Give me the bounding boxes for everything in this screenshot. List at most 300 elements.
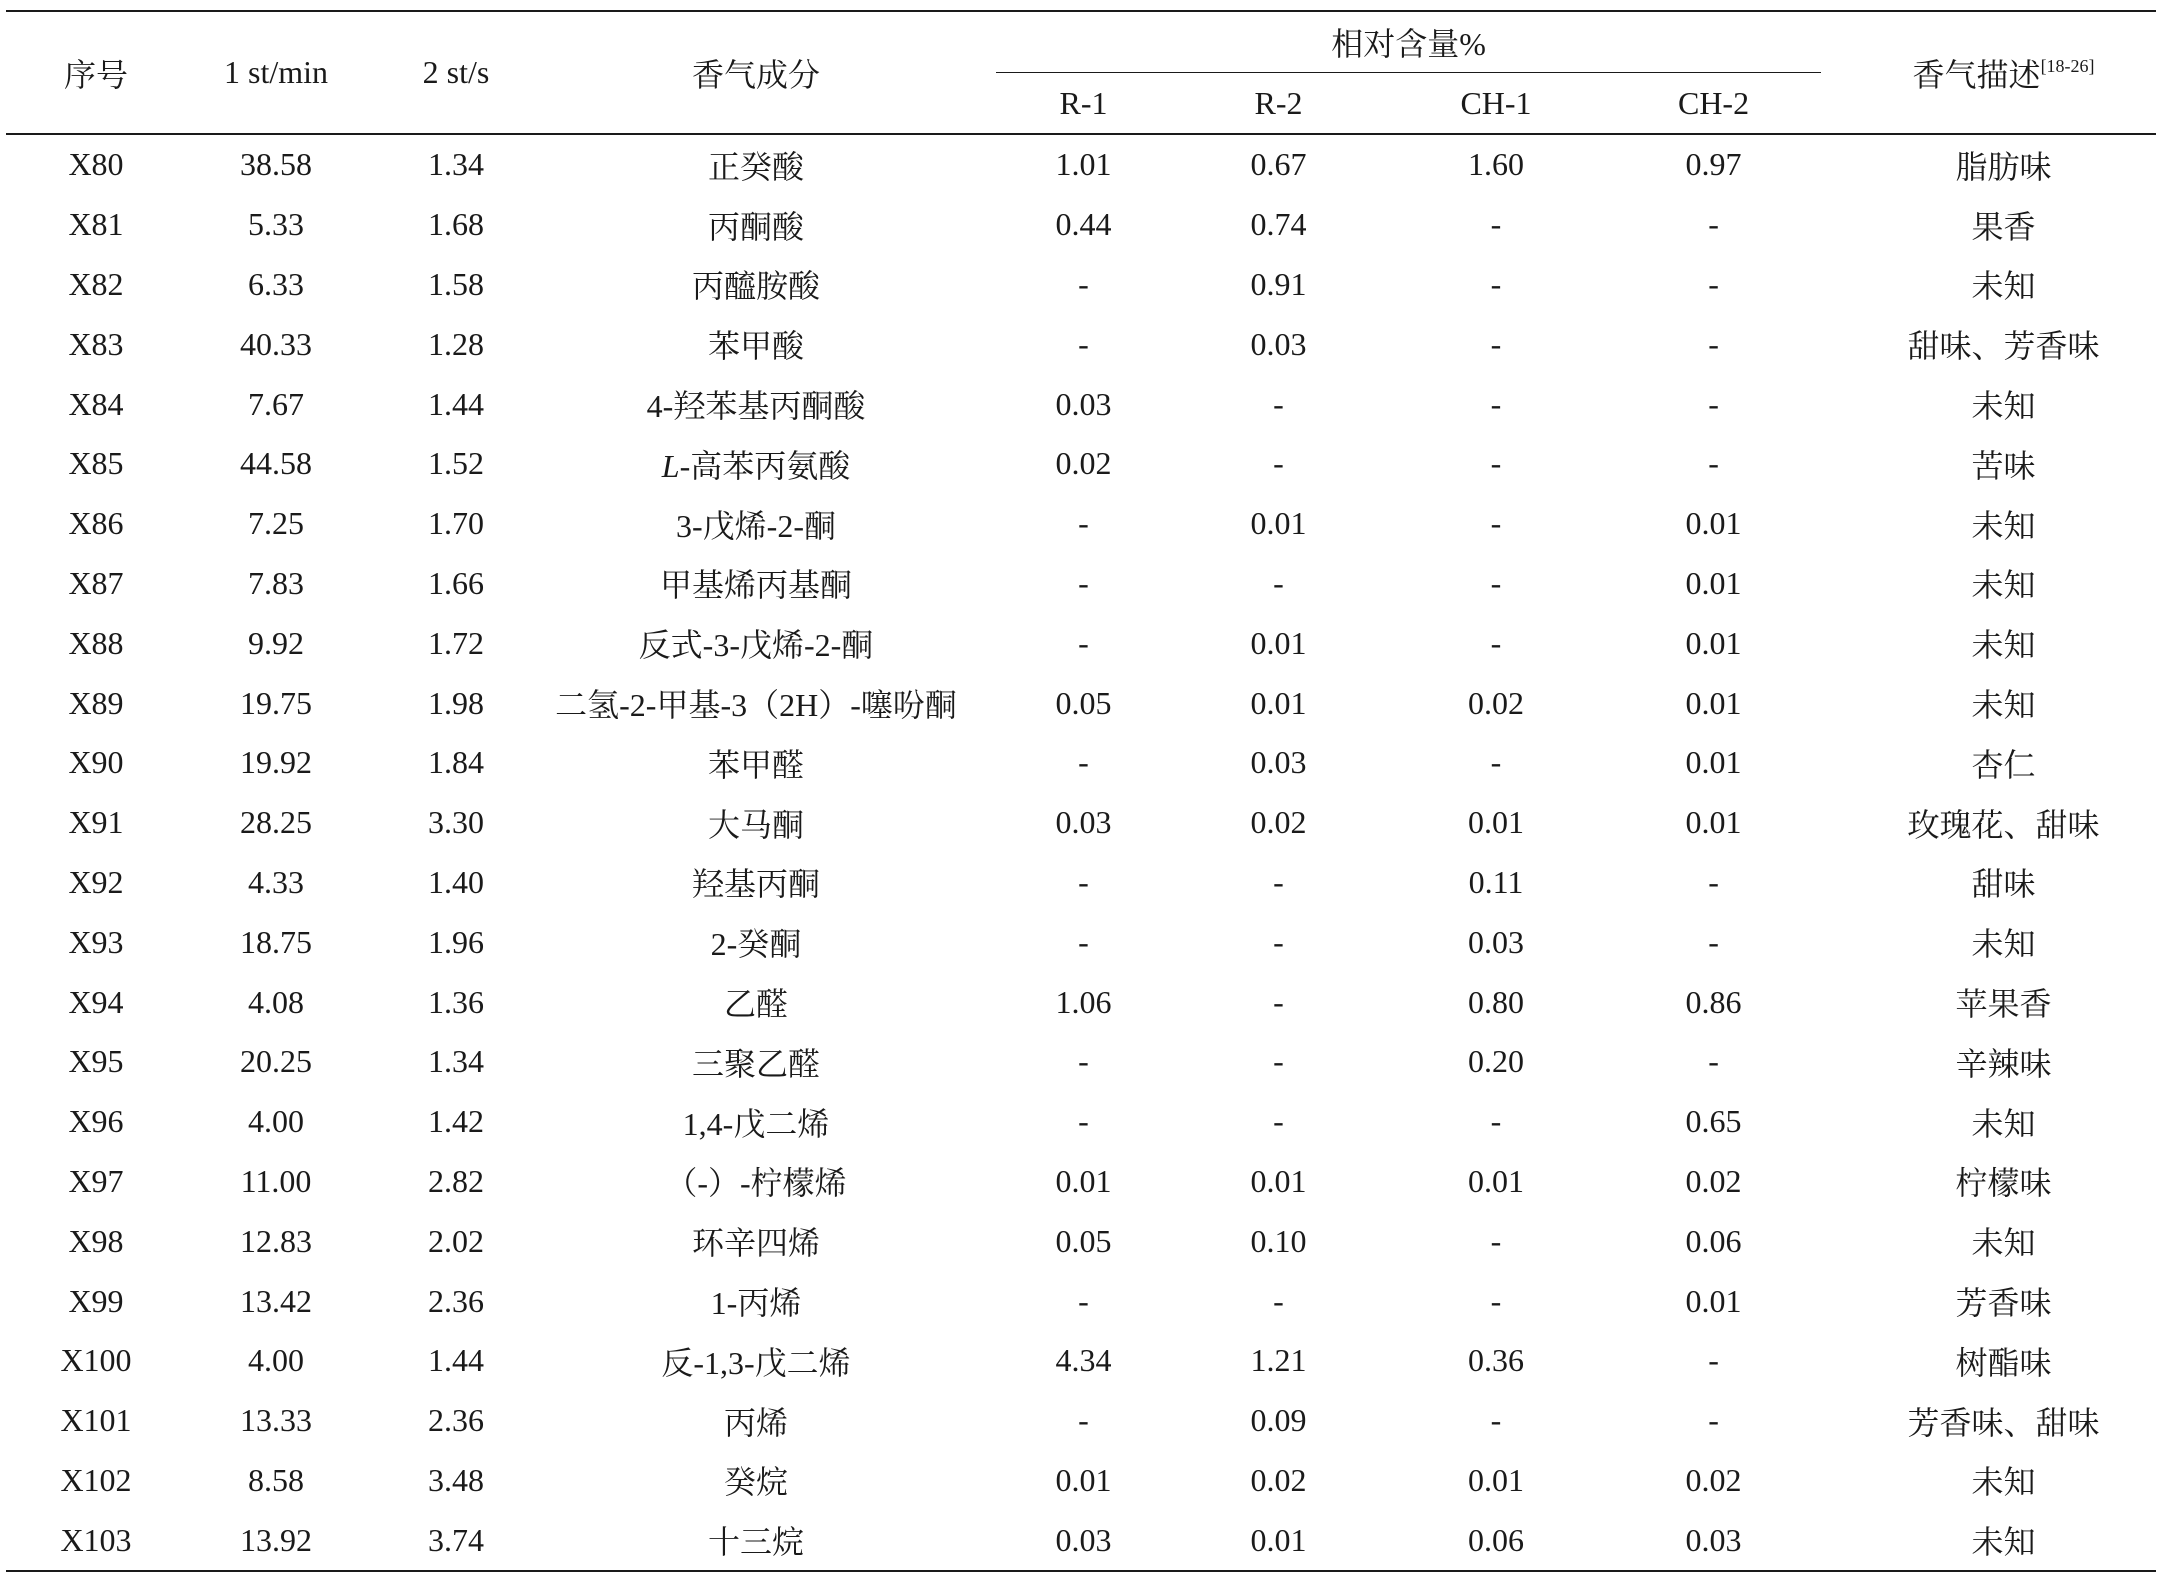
row-ch2-value: -	[1708, 1402, 1719, 1439]
row-first-dim-time: 40.33	[240, 325, 312, 362]
cell-gap	[1821, 793, 1851, 853]
cell-gap	[966, 972, 996, 1032]
row-ch2-value: 0.06	[1685, 1222, 1742, 1259]
cell-gap	[1821, 554, 1851, 614]
row-component-name: 甲基烯丙基酮	[659, 567, 852, 604]
cell-gap	[1821, 1032, 1851, 1092]
row-ch2-value: -	[1708, 445, 1719, 482]
row-ch1-value: 0.03	[1468, 923, 1524, 960]
row-aroma-description: 苦味	[1971, 447, 2036, 484]
cell-gap	[966, 314, 996, 374]
row-first-dim-time: 7.83	[248, 564, 304, 601]
row-index: X80	[68, 146, 124, 183]
table-row	[6, 912, 2156, 972]
row-ch1-value: -	[1490, 445, 1502, 482]
row-ch2-value: 0.01	[1685, 624, 1742, 661]
header-gap-right	[1821, 11, 1851, 73]
table-row	[6, 972, 2156, 1032]
row-r2-value: 0.01	[1250, 624, 1307, 661]
table-row	[6, 195, 2156, 255]
row-index: X97	[68, 1162, 124, 1199]
row-r1-value: 0.44	[1055, 206, 1112, 243]
row-component-name: 三聚乙醛	[691, 1045, 820, 1082]
row-index: X99	[68, 1282, 124, 1319]
row-second-dim-time: 1.70	[428, 505, 484, 542]
cell-gap	[966, 1271, 996, 1331]
cell-gap	[966, 1331, 996, 1391]
header-ch2: CH-2	[1606, 73, 1821, 135]
row-r2-value: -	[1273, 1103, 1284, 1140]
row-ch2-value: -	[1708, 923, 1719, 960]
row-component-name: 1,4-戊二烯	[682, 1105, 830, 1142]
aroma-compounds-table	[6, 10, 2156, 1572]
row-first-dim-time: 4.08	[248, 983, 304, 1020]
row-ch2-value: 0.97	[1685, 146, 1742, 183]
row-r2-value: 0.91	[1250, 265, 1307, 302]
row-aroma-description: 甜味	[1971, 866, 2036, 903]
row-index: X89	[68, 684, 124, 721]
row-component-name: 3-戊烯-2-酮	[676, 507, 836, 544]
row-index: X83	[68, 325, 124, 362]
row-second-dim-time: 1.36	[428, 983, 484, 1020]
cell-gap	[966, 613, 996, 673]
table-row	[6, 1510, 2156, 1571]
row-index: X90	[68, 744, 124, 781]
row-component-name: 环辛四烯	[691, 1225, 820, 1262]
row-component-name	[546, 434, 966, 494]
row-second-dim-time: 1.34	[428, 146, 484, 183]
row-aroma-description: 芳香味	[1955, 1285, 2052, 1322]
table-row	[6, 733, 2156, 793]
row-aroma-description: 甜味、芳香味	[1907, 328, 2100, 365]
header-aroma-component: 香气成分	[546, 11, 966, 134]
row-ch1-value: -	[1490, 325, 1502, 362]
row-index: X94	[68, 983, 124, 1020]
row-index: X101	[60, 1402, 132, 1439]
row-component-name: 4-羟苯基丙酮酸	[646, 388, 866, 425]
table-row	[6, 1271, 2156, 1331]
row-r2-value: -	[1273, 385, 1284, 422]
row-component-name: 二氢-2-甲基-3（2H）-噻吩酮	[555, 687, 957, 724]
row-first-dim-time: 4.33	[248, 863, 304, 900]
cell-gap	[966, 1211, 996, 1271]
row-ch1-value: -	[1490, 744, 1502, 781]
row-r1-value: -	[1078, 624, 1089, 661]
row-aroma-description: 未知	[1971, 926, 2036, 963]
cell-gap	[1821, 134, 1851, 195]
row-index: X96	[68, 1103, 124, 1140]
table-row	[6, 1211, 2156, 1271]
table-row	[6, 554, 2156, 614]
cell-gap	[966, 733, 996, 793]
row-first-dim-time: 11.00	[240, 1162, 312, 1199]
row-ch2-value: -	[1708, 863, 1719, 900]
table-row	[6, 1391, 2156, 1451]
cell-gap	[966, 195, 996, 255]
row-component-name: 大马酮	[707, 806, 804, 843]
row-component-name: 乙醛	[723, 986, 788, 1023]
cell-gap	[966, 1152, 996, 1212]
row-r2-value: -	[1273, 923, 1284, 960]
row-ch1-value: -	[1490, 505, 1502, 542]
row-index: X86	[68, 505, 124, 542]
header-r1: R-1	[996, 73, 1171, 135]
table-row	[6, 1032, 2156, 1092]
row-aroma-description: 未知	[1971, 1225, 2036, 1262]
row-ch1-value: 0.06	[1386, 1510, 1606, 1571]
header-aroma-description-ref: [18-26]	[2040, 55, 2095, 76]
header-aroma-description-label: 香气描述	[1912, 56, 2041, 93]
header-index: 序号	[6, 11, 186, 134]
cell-gap	[1821, 613, 1851, 673]
row-first-dim-time: 13.33	[240, 1402, 312, 1439]
row-first-dim-time: 9.92	[248, 624, 304, 661]
row-ch1-value: -	[1490, 624, 1502, 661]
cell-gap	[1821, 733, 1851, 793]
row-index: X81	[68, 206, 124, 243]
row-r1-value: -	[1078, 325, 1089, 362]
row-ch1-value: 0.01	[1468, 1162, 1524, 1199]
row-index: X85	[68, 445, 124, 482]
table-row	[6, 673, 2156, 733]
cell-gap	[1821, 195, 1851, 255]
row-r1-value: 0.03	[1055, 385, 1112, 422]
row-r2-value: 1.21	[1250, 1342, 1307, 1379]
row-ch2-value: 0.01	[1685, 804, 1742, 841]
cell-gap	[1821, 1451, 1851, 1511]
cell-gap	[1821, 1331, 1851, 1391]
table-row	[6, 134, 2156, 195]
row-first-dim-time: 13.92	[186, 1510, 366, 1571]
row-ch2-value: 0.01	[1685, 505, 1742, 542]
row-ch1-value: 0.20	[1468, 1043, 1524, 1080]
row-first-dim-time: 44.58	[240, 445, 312, 482]
row-index: X95	[68, 1043, 124, 1080]
row-ch2-value: 0.86	[1685, 983, 1742, 1020]
row-index: X103	[6, 1510, 186, 1571]
row-second-dim-time: 1.40	[428, 863, 484, 900]
row-second-dim-time: 3.30	[428, 804, 484, 841]
row-r2-value: 0.01	[1250, 1162, 1307, 1199]
row-aroma-description: 未知	[1971, 1464, 2036, 1501]
row-r2-value: 0.67	[1250, 146, 1307, 183]
cell-gap	[966, 1032, 996, 1092]
cell-gap	[966, 793, 996, 853]
row-first-dim-time: 5.33	[248, 206, 304, 243]
cell-gap	[1821, 374, 1851, 434]
row-first-dim-time: 6.33	[248, 265, 304, 302]
row-component-name: （-）-柠檬烯	[665, 1165, 847, 1202]
cell-gap	[1821, 314, 1851, 374]
row-r2-value: 0.02	[1250, 1461, 1307, 1498]
row-second-dim-time: 2.36	[428, 1402, 484, 1439]
row-second-dim-time: 3.48	[428, 1461, 484, 1498]
row-r2-value: -	[1273, 445, 1284, 482]
row-first-dim-time: 4.00	[248, 1342, 304, 1379]
row-aroma-description: 玫瑰花、甜味	[1907, 806, 2100, 843]
header-gap-left-2	[966, 73, 996, 135]
row-r2-value: 0.01	[1171, 1510, 1386, 1571]
row-r1-value: 0.02	[1055, 445, 1112, 482]
row-r1-value: -	[1078, 1402, 1089, 1439]
row-component-name: 丙烯	[723, 1404, 788, 1441]
row-first-dim-time: 38.58	[240, 146, 312, 183]
header-gap-right-2	[1821, 73, 1851, 135]
row-second-dim-time: 1.58	[428, 265, 484, 302]
row-second-dim-time: 1.66	[428, 564, 484, 601]
row-first-dim-time: 28.25	[240, 804, 312, 841]
row-ch1-value: 0.01	[1468, 804, 1524, 841]
header-gap-left	[966, 11, 996, 73]
header-second-dim-time: 2 st/s	[366, 11, 546, 134]
row-aroma-description: 未知	[1971, 1105, 2036, 1142]
cell-gap	[966, 434, 996, 494]
cell-gap	[966, 912, 996, 972]
row-first-dim-time: 13.42	[240, 1282, 312, 1319]
row-ch1-value: -	[1490, 1222, 1502, 1259]
cell-gap	[966, 673, 996, 733]
row-ch2-value: 0.02	[1685, 1162, 1742, 1199]
cell-gap	[1821, 1391, 1851, 1451]
cell-gap	[1821, 972, 1851, 1032]
row-r2-value: -	[1273, 863, 1284, 900]
row-ch2-value: -	[1708, 1342, 1719, 1379]
cell-gap	[1821, 673, 1851, 733]
row-ch2-value: -	[1708, 325, 1719, 362]
row-r2-value: -	[1273, 1043, 1284, 1080]
row-component-name: 十三烷	[546, 1510, 966, 1571]
row-index: X88	[68, 624, 124, 661]
header-aroma-description	[1851, 11, 2156, 134]
row-ch1-value: -	[1490, 1282, 1502, 1319]
table-row	[6, 793, 2156, 853]
table-row	[6, 613, 2156, 673]
row-component-name: 正癸酸	[707, 148, 804, 185]
row-ch1-value: -	[1490, 1103, 1502, 1140]
row-second-dim-time: 2.36	[428, 1282, 484, 1319]
row-r1-value: 0.03	[996, 1510, 1171, 1571]
row-second-dim-time: 1.72	[428, 624, 484, 661]
row-second-dim-time: 1.68	[428, 206, 484, 243]
row-ch2-value: 0.01	[1685, 564, 1742, 601]
cell-gap	[966, 134, 996, 195]
row-second-dim-time: 1.98	[428, 684, 484, 721]
row-aroma-description: 芳香味、甜味	[1907, 1404, 2100, 1441]
row-ch1-value: 0.36	[1468, 1342, 1524, 1379]
row-second-dim-time: 2.82	[428, 1162, 484, 1199]
row-index: X98	[68, 1222, 124, 1259]
row-r1-value: -	[1078, 265, 1089, 302]
row-first-dim-time: 18.75	[240, 923, 312, 960]
row-ch2-value: 0.03	[1606, 1510, 1821, 1571]
row-second-dim-time: 1.28	[428, 325, 484, 362]
table-row	[6, 494, 2156, 554]
cell-gap	[966, 494, 996, 554]
row-r1-value: 0.03	[1055, 804, 1112, 841]
row-first-dim-time: 20.25	[240, 1043, 312, 1080]
row-index: X100	[60, 1342, 132, 1379]
row-r1-value: 1.06	[1055, 983, 1112, 1020]
row-r2-value: 0.03	[1250, 744, 1307, 781]
row-component-name: 1-丙烯	[710, 1285, 802, 1322]
table-row	[6, 255, 2156, 315]
row-aroma-description: 树酯味	[1955, 1344, 2052, 1381]
row-second-dim-time: 1.44	[428, 385, 484, 422]
row-r2-value: 0.10	[1250, 1222, 1307, 1259]
row-component-name: 苯甲酸	[707, 328, 804, 365]
row-r1-value: -	[1078, 1043, 1089, 1080]
row-component-name: 丙醯胺酸	[691, 268, 820, 305]
row-r1-value: -	[1078, 505, 1089, 542]
row-component-name: 反式-3-戊烯-2-酮	[638, 627, 874, 664]
row-aroma-description: 未知	[1971, 507, 2036, 544]
table-row	[6, 1331, 2156, 1391]
row-r2-value: -	[1273, 564, 1284, 601]
cell-gap	[1821, 1211, 1851, 1271]
table-row	[6, 853, 2156, 913]
table-row	[6, 374, 2156, 434]
row-second-dim-time: 2.02	[428, 1222, 484, 1259]
cell-gap	[1821, 853, 1851, 913]
row-ch2-value: -	[1708, 385, 1719, 422]
row-ch1-value: -	[1490, 265, 1502, 302]
row-first-dim-time: 12.83	[240, 1222, 312, 1259]
row-r1-value: 0.01	[1055, 1162, 1112, 1199]
row-second-dim-time: 1.34	[428, 1043, 484, 1080]
row-aroma-description: 杏仁	[1971, 746, 2036, 783]
row-ch2-value: 0.02	[1685, 1461, 1742, 1498]
cell-gap	[1821, 434, 1851, 494]
row-r2-value: 0.02	[1250, 804, 1307, 841]
row-second-dim-time: 1.84	[428, 744, 484, 781]
row-ch1-value: 0.11	[1468, 863, 1524, 900]
cell-gap	[1821, 494, 1851, 554]
row-component-name: 反-1,3-戊二烯	[661, 1344, 851, 1381]
cell-gap	[966, 374, 996, 434]
row-ch2-value: -	[1708, 1043, 1719, 1080]
row-r1-value: 1.01	[1055, 146, 1112, 183]
row-r1-value: -	[1078, 564, 1089, 601]
row-r2-value: 0.09	[1250, 1402, 1307, 1439]
cell-gap	[966, 1510, 996, 1571]
row-aroma-description: 未知	[1971, 567, 2036, 604]
cell-gap	[966, 1391, 996, 1451]
row-component-name: 丙酮酸	[707, 208, 804, 245]
row-r1-value: -	[1078, 1103, 1089, 1140]
row-index: X102	[60, 1461, 132, 1498]
row-r2-value: -	[1273, 983, 1284, 1020]
component-name-prefix: L	[661, 447, 680, 484]
cell-gap	[966, 554, 996, 614]
row-ch1-value: 1.60	[1468, 146, 1524, 183]
header-r2: R-2	[1171, 73, 1386, 135]
row-aroma-description: 未知	[1971, 388, 2036, 425]
row-r2-value: 0.03	[1250, 325, 1307, 362]
cell-gap	[1821, 1510, 1851, 1571]
row-index: X87	[68, 564, 124, 601]
row-index: X91	[68, 804, 124, 841]
row-ch1-value: -	[1490, 1402, 1502, 1439]
row-first-dim-time: 19.75	[240, 684, 312, 721]
row-ch2-value: 0.01	[1685, 1282, 1742, 1319]
row-ch2-value: -	[1708, 206, 1719, 243]
row-second-dim-time: 1.42	[428, 1103, 484, 1140]
row-first-dim-time: 19.92	[240, 744, 312, 781]
row-first-dim-time: 7.25	[248, 505, 304, 542]
row-index: X92	[68, 863, 124, 900]
cell-gap	[1821, 1152, 1851, 1212]
row-component-name: 2-癸酮	[710, 926, 802, 963]
row-r2-value: 0.01	[1250, 684, 1307, 721]
row-component-name: 癸烷	[723, 1464, 788, 1501]
row-ch1-value: -	[1490, 206, 1502, 243]
row-second-dim-time: 1.96	[428, 923, 484, 960]
row-aroma-description: 未知	[1971, 627, 2036, 664]
row-r1-value: -	[1078, 923, 1089, 960]
row-index: X82	[68, 265, 124, 302]
row-ch2-value: 0.01	[1685, 684, 1742, 721]
row-r1-value: -	[1078, 1282, 1089, 1319]
row-ch2-value: 0.65	[1685, 1103, 1742, 1140]
table-body	[6, 134, 2156, 1571]
row-first-dim-time: 8.58	[248, 1461, 304, 1498]
cell-gap	[966, 853, 996, 913]
cell-gap	[1821, 912, 1851, 972]
data-table-container	[6, 10, 2156, 1572]
table-row	[6, 1092, 2156, 1152]
row-aroma-description: 未知	[1971, 268, 2036, 305]
row-component-name: 苯甲醛	[707, 746, 804, 783]
header-first-dim-time: 1 st/min	[186, 11, 366, 134]
table-row	[6, 1451, 2156, 1511]
row-index: X93	[68, 923, 124, 960]
cell-gap	[966, 1451, 996, 1511]
row-aroma-description: 未知	[1971, 687, 2036, 724]
row-ch1-value: -	[1490, 564, 1502, 601]
row-r2-value: 0.01	[1250, 505, 1307, 542]
header-ch1: CH-1	[1386, 73, 1606, 135]
component-name-rest: -高苯丙氨酸	[679, 447, 851, 484]
row-aroma-description: 苹果香	[1955, 986, 2052, 1023]
row-ch1-value: -	[1490, 385, 1502, 422]
cell-gap	[1821, 1271, 1851, 1331]
row-aroma-description: 未知	[1851, 1510, 2156, 1571]
row-first-dim-time: 4.00	[248, 1103, 304, 1140]
table-row	[6, 314, 2156, 374]
cell-gap	[966, 255, 996, 315]
row-r1-value: 4.34	[1055, 1342, 1112, 1379]
row-aroma-description: 脂肪味	[1955, 148, 2052, 185]
cell-gap	[1821, 255, 1851, 315]
row-first-dim-time: 7.67	[248, 385, 304, 422]
row-index: X84	[68, 385, 124, 422]
table-row	[6, 434, 2156, 494]
row-r2-value: -	[1273, 1282, 1284, 1319]
cell-gap	[1821, 1092, 1851, 1152]
row-r1-value: -	[1078, 863, 1089, 900]
row-second-dim-time: 1.44	[428, 1342, 484, 1379]
row-r1-value: 0.05	[1055, 1222, 1112, 1259]
row-component-name: 羟基丙酮	[691, 866, 820, 903]
cell-gap	[966, 1092, 996, 1152]
row-ch2-value: 0.01	[1685, 744, 1742, 781]
row-ch1-value: 0.80	[1468, 983, 1524, 1020]
row-r2-value: 0.74	[1250, 206, 1307, 243]
row-ch2-value: -	[1708, 265, 1719, 302]
row-second-dim-time: 3.74	[366, 1510, 546, 1571]
row-ch1-value: 0.01	[1468, 1461, 1524, 1498]
row-aroma-description: 柠檬味	[1955, 1165, 2052, 1202]
